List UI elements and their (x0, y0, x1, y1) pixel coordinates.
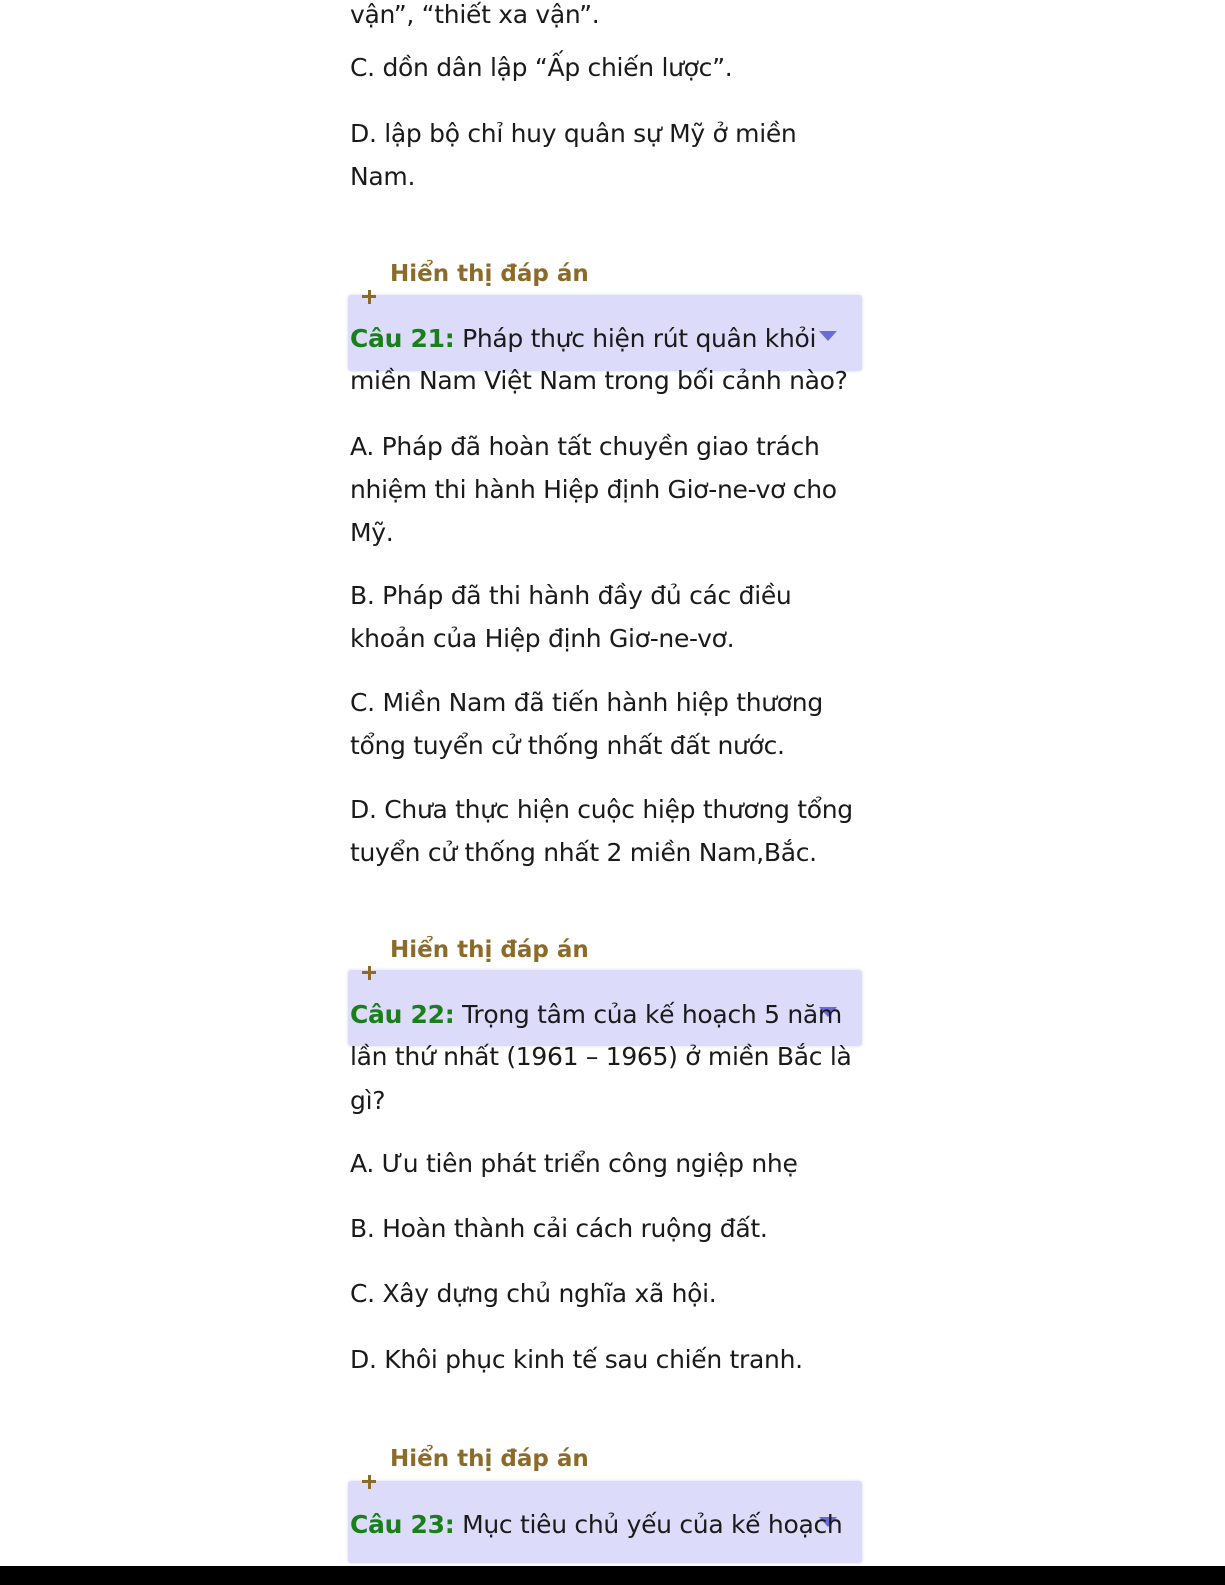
question-22-title (350, 1000, 842, 1030)
show-answer-toggle-q20[interactable]: Hiển thị đáp án (390, 261, 589, 287)
bottom-bar (0, 1566, 1225, 1585)
prev-option-d: D. lập bộ chỉ huy quân sự Mỹ ở miền Nam. (350, 119, 797, 191)
question-22-text-3: gì? (350, 1086, 386, 1115)
question-21-text-2: miền Nam Việt Nam trong bối cảnh nào? (350, 366, 848, 395)
question-22-text-1: Trọng tâm của kế hoạch 5 năm (454, 1000, 842, 1029)
show-answer-toggle-q21[interactable]: Hiển thị đáp án (390, 937, 589, 963)
question-21-option-c: C. Miền Nam đã tiến hành hiệp thương tổng tuyển cử thống nhất đất nước. (350, 688, 823, 760)
question-22-text-2: lần thứ nhất (1961 – 1965) ở miền Bắc là (350, 1042, 852, 1071)
plus-icon[interactable] (362, 1473, 380, 1491)
plus-icon[interactable] (362, 964, 380, 982)
question-21-option-a: A. Pháp đã hoàn tất chuyền giao trách nhiệm thi hành Hiệp định Giơ-ne-vơ cho Mỹ. (350, 432, 837, 547)
question-22-option-d: D. Khôi phục kinh tế sau chiến tranh. (350, 1345, 803, 1374)
prev-option-c: C. dồn dân lập “Ấp chiến lược”. (350, 53, 733, 82)
question-21-number: Câu 21: (350, 324, 455, 353)
question-21-text-1: Pháp thực hiện rút quân khỏi (454, 324, 817, 353)
show-answer-toggle-q22[interactable]: Hiển thị đáp án (390, 1446, 589, 1472)
question-22-number: Câu 22: (350, 1000, 455, 1029)
question-23-title (350, 1510, 842, 1540)
question-22-option-b: B. Hoàn thành cải cách ruộng đất. (350, 1214, 768, 1243)
question-22-option-c: C. Xây dựng chủ nghĩa xã hội. (350, 1279, 717, 1308)
question-21-option-b: B. Pháp đã thi hành đầy đủ các điều khoản của Hiệp định Giơ-ne-vơ. (350, 581, 792, 653)
prev-option-b-tail: vận”, “thiết xa vận”. (350, 0, 600, 29)
question-21-option-d: D. Chưa thực hiện cuộc hiệp thương tổng tuyển cử thống nhất 2 miền Nam,Bắc. (350, 795, 853, 867)
plus-icon[interactable] (362, 288, 380, 306)
question-22-option-a: A. Ưu tiên phát triển công ngiệp nhẹ (350, 1149, 798, 1178)
question-23-number: Câu 23: (350, 1510, 455, 1539)
chevron-down-icon[interactable] (819, 331, 837, 341)
question-23-text-1: Mục tiêu chủ yếu của kế hoạch (454, 1510, 843, 1539)
question-21-title (350, 324, 816, 354)
